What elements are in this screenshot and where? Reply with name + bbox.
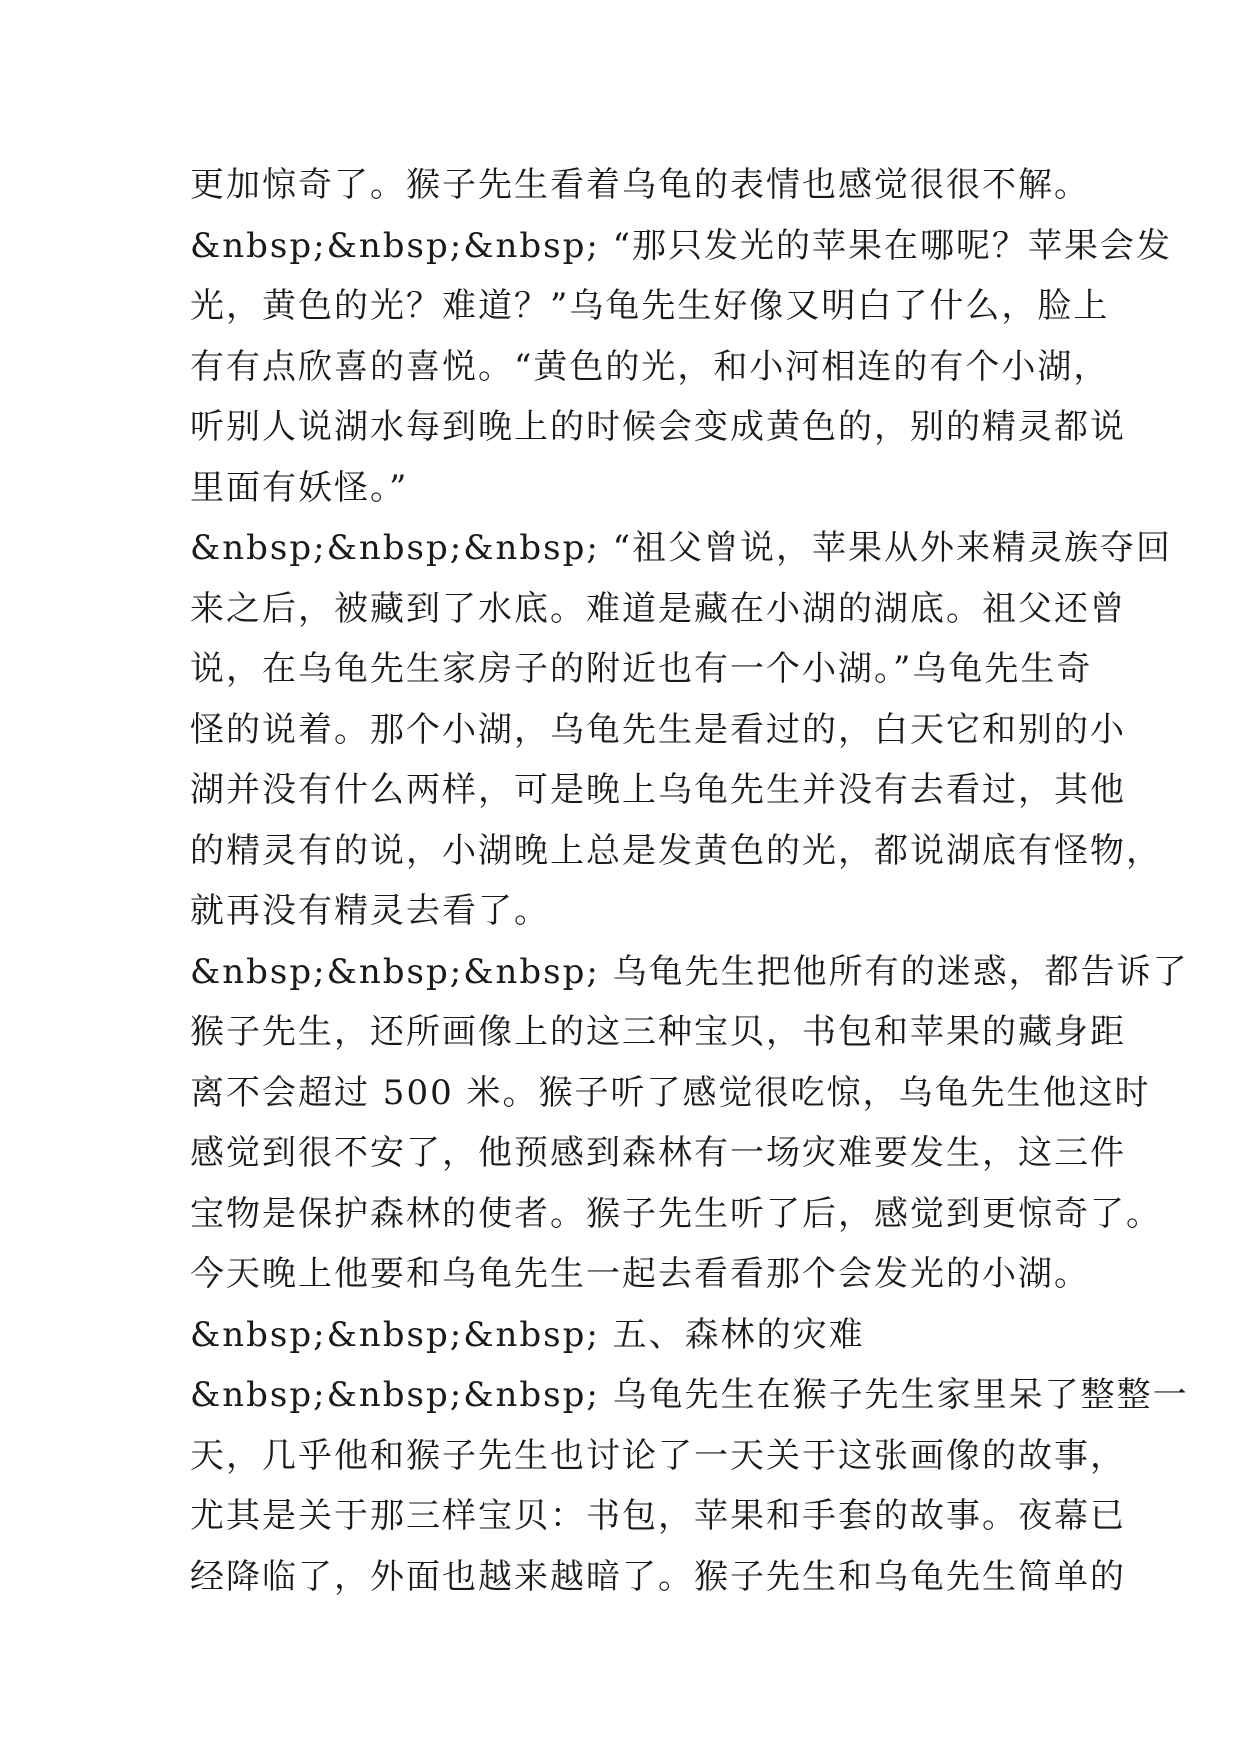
text-line: 光，黄色的光？难道？”乌龟先生好像又明白了什么，脸上 (190, 286, 1110, 326)
text-line: 湖并没有什么两样，可是晚上乌龟先生并没有去看过，其他 (190, 770, 1126, 810)
text-line: &nbsp;&nbsp;&nbsp; 乌龟先生在猴子先生家里呆了整整一 (190, 1375, 1189, 1415)
text-line: 说，在乌龟先生家房子的附近也有一个小湖。”乌龟先生奇 (190, 649, 1093, 689)
text-line: 今天晚上他要和乌龟先生一起去看看那个会发光的小湖。 (190, 1254, 1090, 1294)
text-line: &nbsp;&nbsp;&nbsp; “祖父曾说，苹果从外来精灵族夺回 (190, 528, 1172, 568)
text-line: 尤其是关于那三样宝贝：书包，苹果和手套的故事。夜幕已 (190, 1496, 1126, 1536)
text-line: 就再没有精灵去看了。 (190, 891, 550, 931)
text-line: &nbsp;&nbsp;&nbsp; “那只发光的苹果在哪呢？苹果会发 (190, 225, 1172, 266)
text-line: 离不会超过 500 米。猴子听了感觉很吃惊，乌龟先生他这时 (190, 1072, 1151, 1113)
text-line: 的精灵有的说，小湖晚上总是发黄色的光，都说湖底有怪物， (190, 830, 1162, 871)
text-line: &nbsp;&nbsp;&nbsp; 乌龟先生把他所有的迷惑，都告诉了 (190, 951, 1189, 992)
text-line: 来之后，被藏到了水底。难道是藏在小湖的湖底。祖父还曾 (190, 588, 1126, 629)
text-line: 里面有妖怪。” (190, 467, 409, 508)
text-line: 天，几乎他和猴子先生也讨论了一天关于这张画像的故事， (190, 1435, 1126, 1476)
text-line: 感觉到很不安了，他预感到森林有一场灾难要发生，这三件 (190, 1133, 1126, 1173)
section-heading: &nbsp;&nbsp;&nbsp; 五、森林的灾难 (190, 1314, 865, 1355)
text-line: 经降临了，外面也越来越暗了。猴子先生和乌龟先生简单的 (190, 1556, 1126, 1597)
text-line: 有有点欣喜的喜悦。“黄色的光，和小河相连的有个小湖， (190, 346, 1110, 387)
text-line: 怪的说着。那个小湖，乌龟先生是看过的，白天它和别的小 (190, 709, 1126, 750)
text-line: 猴子先生，还所画像上的这三种宝贝，书包和苹果的藏身距 (190, 1012, 1126, 1052)
text-line: 听别人说湖水每到晚上的时候会变成黄色的，别的精灵都说 (190, 407, 1126, 447)
body-text (190, 155, 1189, 1607)
text-line: 更加惊奇了。猴子先生看着乌龟的表情也感觉很很不解。 (190, 165, 1090, 205)
text-line: 宝物是保护森林的使者。猴子先生听了后，感觉到更惊奇了。 (190, 1193, 1162, 1234)
